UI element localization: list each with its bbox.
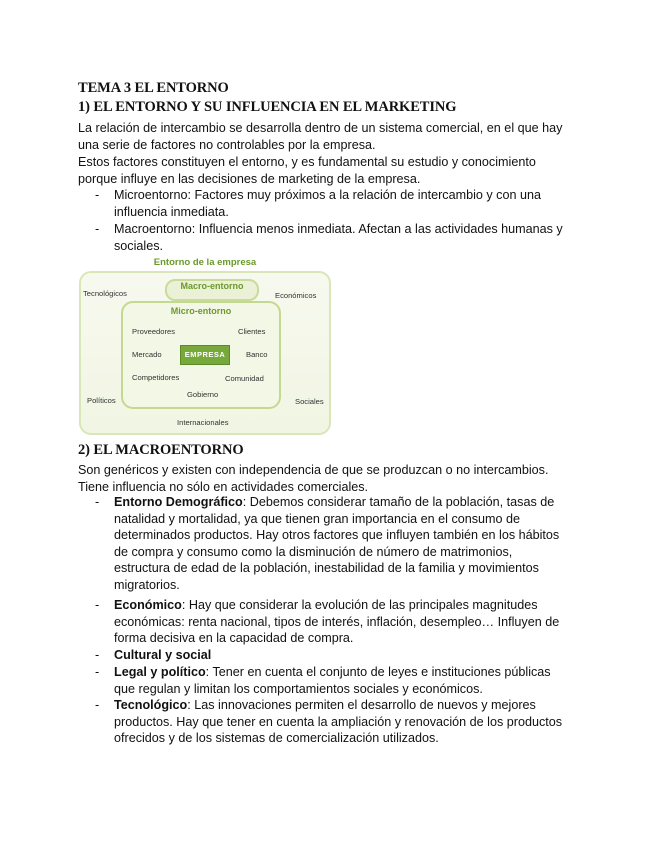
paragraph-line: Tiene influencia no sólo en actividades comerciales.	[78, 479, 369, 494]
bullet-text: : Debemos considerar tamaño de la población, tasas de	[242, 495, 555, 509]
bullet-line: forma decisiva en la capacidad de compra.	[114, 631, 354, 646]
section2-paragraph	[78, 462, 583, 495]
factor-politicos: Políticos	[87, 396, 116, 405]
bullet-dash: -	[95, 665, 100, 679]
factor-clientes: Clientes	[238, 327, 266, 336]
paragraph-line: Estos factores constituyen el entorno, y es fundamental su estudio y conocimiento	[78, 155, 536, 169]
bullet-text: : Hay que considerar la evolución de las principales magnitudes	[181, 598, 538, 612]
bullet-line: Macroentorno: Influencia menos inmediata. Afectan a las actividades humanas y	[114, 222, 563, 236]
paragraph-line: Son genéricos y existen con independencia de que se produzcan o no intercambios.	[78, 463, 549, 477]
bullet-dash: -	[95, 648, 100, 662]
paragraph-line: porque influye en las decisiones de marketing de la empresa.	[78, 171, 421, 186]
bullet-term: Tecnológico	[114, 698, 188, 712]
factor-proveedores: Proveedores	[132, 327, 176, 336]
bullet-dash: -	[95, 495, 100, 509]
factor-banco: Banco	[246, 350, 268, 359]
bullet-line: Microentorno: Factores muy próximos a la relación de intercambio y con una	[114, 188, 541, 202]
micro-title: Micro-entorno	[170, 306, 232, 316]
bullet-line: de compra y consumo como la disminución de número de matrimonios,	[114, 544, 513, 559]
bullet-term: Legal y político	[114, 665, 206, 679]
bullet-line: natalidad y mortalidad, ya que tienen gran importancia en el consumo de	[114, 511, 521, 526]
outer-title: Entorno de la empresa	[153, 257, 257, 268]
bullet-dash: -	[95, 222, 100, 236]
bullet-dash: -	[95, 598, 100, 612]
factor-comunidad: Comunidad	[225, 374, 264, 383]
section1-paragraph-2	[78, 154, 583, 187]
bullet-line	[114, 647, 579, 664]
factor-tecnologicos: Tecnológicos	[83, 289, 127, 298]
section2-heading: 2) EL MACROENTORNO	[78, 442, 244, 458]
document-title: TEMA 3 EL ENTORNO	[78, 80, 229, 96]
bullet-text: : Tener en cuenta el conjunto de leyes e instituciones públicas	[205, 665, 551, 679]
factor-internacionales: Internacionales	[177, 418, 229, 427]
bullet-line: ofrecidos y de los sistemas de comercialización utilizados.	[114, 731, 439, 746]
section1-paragraph-1	[78, 120, 583, 153]
entorno-diagram	[77, 257, 333, 437]
bullet-term: Entorno Demográfico	[114, 495, 243, 509]
bullet-dash: -	[95, 698, 100, 712]
bullet-line	[114, 697, 579, 714]
bullet-line	[114, 664, 579, 681]
bullet-line: que regulan y limitan los comportamientos sociales y económicos.	[114, 681, 483, 696]
factor-mercado: Mercado	[132, 350, 162, 359]
bullet-line: productos. Hay que tener en cuenta la ampliación y renovación de los productos	[114, 714, 563, 729]
bullet-line	[114, 494, 579, 511]
bullet-line: económicas: renta nacional, tipos de interés, inflación, desempleo… Influyen de	[114, 614, 560, 629]
bullet-text: : Las innovaciones permiten el desarrollo de nuevos y mejores	[187, 698, 536, 712]
factor-economicos: Económicos	[275, 291, 317, 300]
paragraph-line: La relación de intercambio se desarrolla dentro de un sistema comercial, en el que hay	[78, 121, 563, 135]
bullet-line: sociales.	[114, 238, 163, 253]
factor-gobierno: Gobierno	[187, 390, 219, 399]
bullet-line: determinados productos. Hay otros factores que influyen también en los hábitos	[114, 528, 560, 543]
bullet-term: Económico	[114, 598, 182, 612]
macro-title: Macro-entorno	[180, 281, 244, 291]
empresa-box: EMPRESA	[180, 345, 230, 365]
bullet-dash: -	[95, 188, 100, 202]
factor-competidores: Competidores	[132, 373, 180, 382]
section1-heading: 1) EL ENTORNO Y SU INFLUENCIA EN EL MARKETING	[78, 99, 457, 115]
bullet-line: migratorios.	[114, 577, 180, 592]
paragraph-line: una serie de factores no controlables por la empresa.	[78, 137, 376, 152]
factor-sociales: Sociales	[295, 397, 324, 406]
bullet-line: influencia inmediata.	[114, 204, 229, 219]
bullet-line: estructura de edad de la población, inestabilidad de la familia y movimientos	[114, 561, 539, 576]
bullet-line	[114, 597, 579, 614]
bullet-term: Cultural y social	[114, 648, 212, 662]
